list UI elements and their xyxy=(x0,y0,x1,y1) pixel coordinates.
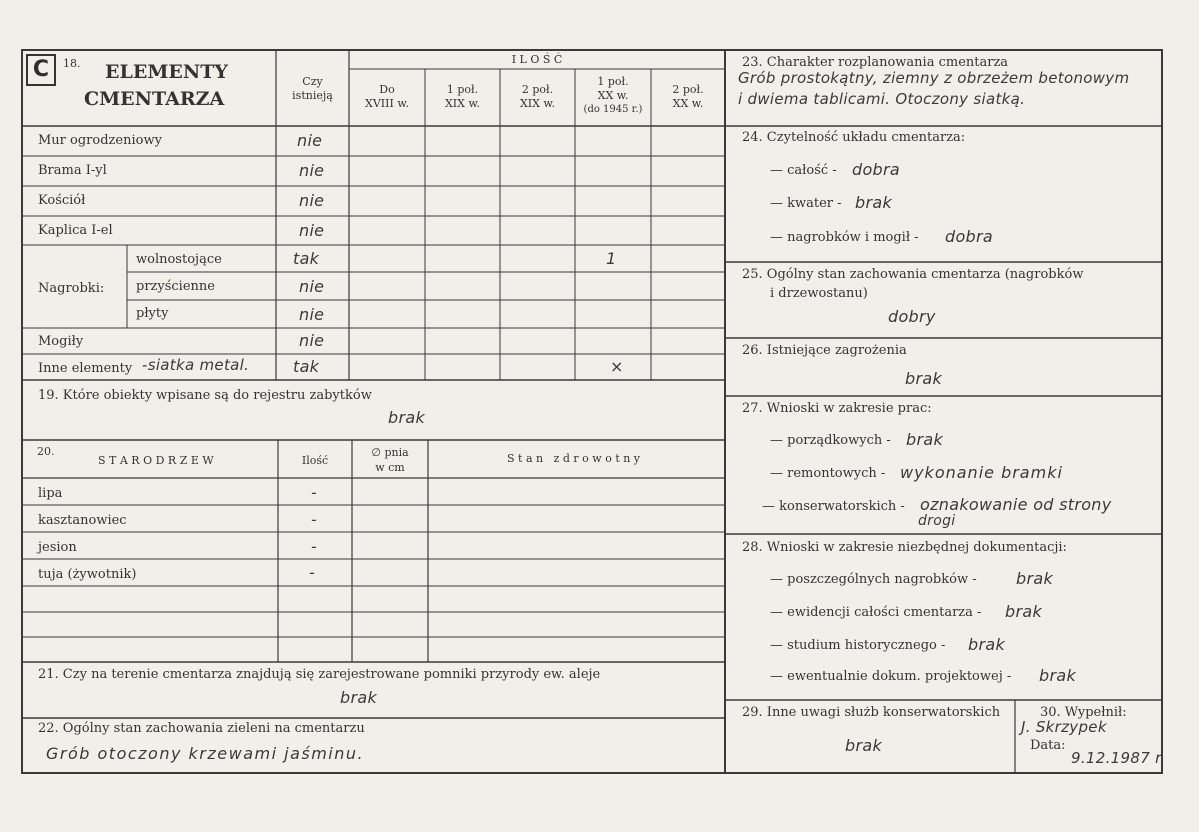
row-count-wolnostojace: 1 xyxy=(606,249,617,268)
row-label-inne: Inne elementy xyxy=(38,361,133,376)
row-exists-przyscienne: nie xyxy=(299,277,325,296)
starodrzew-header: S T A R O D R Z E W xyxy=(98,454,214,467)
period-header-5-l2: XX w. xyxy=(672,97,704,110)
col-exists-header-l1: Czy xyxy=(302,75,323,88)
card-type-box: C xyxy=(26,54,56,86)
section30-name: J. Skrzypek xyxy=(1021,718,1107,736)
section28-item2-value: brak xyxy=(1005,602,1043,621)
row-exists-kaplica: nie xyxy=(299,221,325,240)
section29-label: 29. Inne uwagi służb konserwatorskich xyxy=(742,705,1001,720)
section28-item4-label: — ewentualnie dokum. projektowej - xyxy=(770,669,1012,684)
tree-qty-header: Ilość xyxy=(301,454,329,467)
section27-item1-value: brak xyxy=(906,430,944,449)
section28-item1-value: brak xyxy=(1016,569,1054,588)
tree-diameter-header-l1: ∅ pnia xyxy=(371,446,409,459)
tree-qty-lipa: - xyxy=(311,483,318,502)
section18-title-line2: CMENTARZA xyxy=(84,88,225,110)
section28-item1-label: — poszczególnych nagrobków - xyxy=(770,572,977,587)
row-exists-inne: tak xyxy=(293,357,320,376)
row-label-kosciol: Kościół xyxy=(38,193,86,208)
period-header-3-l2: XIX w. xyxy=(519,97,556,110)
row-label-inne-handwritten: -siatka metal. xyxy=(142,356,250,374)
row-exists-wolnostojace: tak xyxy=(293,249,320,268)
tree-qty-tuja: - xyxy=(309,563,316,582)
row-label-mogily: Mogiły xyxy=(38,334,84,349)
period-header-2-l2: XIX w. xyxy=(444,97,481,110)
tree-qty-jesion: - xyxy=(311,537,318,556)
section26-label: 26. Istniejące zagrożenia xyxy=(742,343,907,358)
section24-label: 24. Czytelność układu cmentarza: xyxy=(742,130,966,145)
period-header-4-l3: (do 1945 r.) xyxy=(583,104,643,115)
section27-item3-value-line2: drogi xyxy=(918,513,956,529)
tree-name-tuja: tuja (żywotnik) xyxy=(38,567,137,582)
section30-date: 9.12.1987 r. xyxy=(1071,749,1166,767)
section24-item3-label: — nagrobków i mogił - xyxy=(770,230,919,245)
ilosc-header: I L O Ś Ć xyxy=(511,53,563,66)
tree-name-kasztanowiec: kasztanowiec xyxy=(38,513,127,528)
section25-value: dobry xyxy=(888,307,936,326)
row-label-plyty: płyty xyxy=(136,306,169,321)
section22-label: 22. Ogólny stan zachowania zieleni na cmentarzu xyxy=(38,721,365,736)
row-label-brama: Brama I-yl xyxy=(38,163,107,178)
section24-item2-value: brak xyxy=(855,193,893,212)
row-label-przyscienne: przyścienne xyxy=(136,279,215,294)
row-exists-plyty: nie xyxy=(299,305,325,324)
section24-item2-label: — kwater - xyxy=(770,196,842,211)
section27-item3-value: oznakowanie od strony xyxy=(920,495,1112,514)
period-header-1-l1: Do xyxy=(379,83,395,96)
section23-value-line2: i dwiema tablicami. Otoczony siatką. xyxy=(738,90,1026,108)
section27-label: 27. Wnioski w zakresie prac: xyxy=(742,401,932,416)
section28-item3-label: — studium historycznego - xyxy=(770,638,946,653)
section18-title-line1: ELEMENTY xyxy=(105,61,228,83)
col-exists-header-l2: istnieją xyxy=(292,89,333,102)
section28-item3-value: brak xyxy=(968,635,1006,654)
period-header-2-l1: 1 poł. xyxy=(446,83,479,96)
section27-item1-label: — porządkowych - xyxy=(770,433,891,448)
section27-item3-label: — konserwatorskich - xyxy=(762,499,905,514)
period-header-5-l1: 2 poł. xyxy=(672,83,704,96)
section27-item2-label: — remontowych - xyxy=(770,466,886,481)
tree-name-jesion: jesion xyxy=(38,540,77,555)
section24-item1-value: dobra xyxy=(852,160,900,179)
tree-diameter-header-l2: w cm xyxy=(375,461,405,474)
section19-label: 19. Które obiekty wpisane są do rejestru zabytków xyxy=(38,388,372,403)
section21-value: brak xyxy=(340,688,378,707)
section25-label-line1: 25. Ogólny stan zachowania cmentarza (nagrobków xyxy=(742,267,1084,282)
section19-value: brak xyxy=(388,408,426,427)
section22-value: Grób otoczony krzewami jaśminu. xyxy=(46,744,365,763)
section24-item3-value: dobra xyxy=(945,227,993,246)
row-exists-kosciol: nie xyxy=(299,191,325,210)
section23-value-line1: Grób prostokątny, ziemny z obrzeżem betonowym xyxy=(738,69,1130,87)
tree-name-lipa: lipa xyxy=(38,486,63,501)
row-count-inne: × xyxy=(610,357,624,376)
section30-label: 30. Wypełnił: xyxy=(1040,705,1127,720)
row-exists-mogily: nie xyxy=(299,331,325,350)
row-label-wolnostojace: wolnostojące xyxy=(136,252,222,267)
tree-qty-kasztanowiec: - xyxy=(311,510,318,529)
section24-item1-label: — całość - xyxy=(770,163,837,178)
section21-label: 21. Czy na terenie cmentarza znajdują się zarejestrowane pomniki przyrody ew. aleje xyxy=(38,667,601,682)
section20-number: 20. xyxy=(37,445,55,458)
row-exists-brama: nie xyxy=(299,161,325,180)
period-header-1-l2: XVIII w. xyxy=(365,97,409,110)
period-header-4-l2: XX w. xyxy=(597,89,629,102)
period-header-3-l1: 2 poł. xyxy=(521,83,554,96)
section18-number: 18. xyxy=(63,57,81,70)
section23-label: 23. Charakter rozplanowania cmentarza xyxy=(742,55,1009,70)
row-label-kaplica: Kaplica I-el xyxy=(38,223,113,238)
section28-item2-label: — ewidencji całości cmentarza - xyxy=(770,605,982,620)
section28-label: 28. Wnioski w zakresie niezbędnej dokumentacji: xyxy=(742,540,1067,555)
group-label-nagrobki: Nagrobki: xyxy=(38,281,105,296)
row-exists-mur: nie xyxy=(297,131,323,150)
period-header-4-l1: 1 poł. xyxy=(597,75,629,88)
section25-label-line2: i drzewostanu) xyxy=(770,286,868,301)
section28-item4-value: brak xyxy=(1039,666,1077,685)
section30-date-label: Data: xyxy=(1030,738,1066,753)
section27-item2-value: wykonanie bramki xyxy=(900,463,1063,482)
tree-health-header: S t a n z d r o w o t n y xyxy=(507,452,641,465)
section29-value: brak xyxy=(845,736,883,755)
row-label-mur: Mur ogrodzeniowy xyxy=(38,133,162,148)
section26-value: brak xyxy=(905,369,943,388)
